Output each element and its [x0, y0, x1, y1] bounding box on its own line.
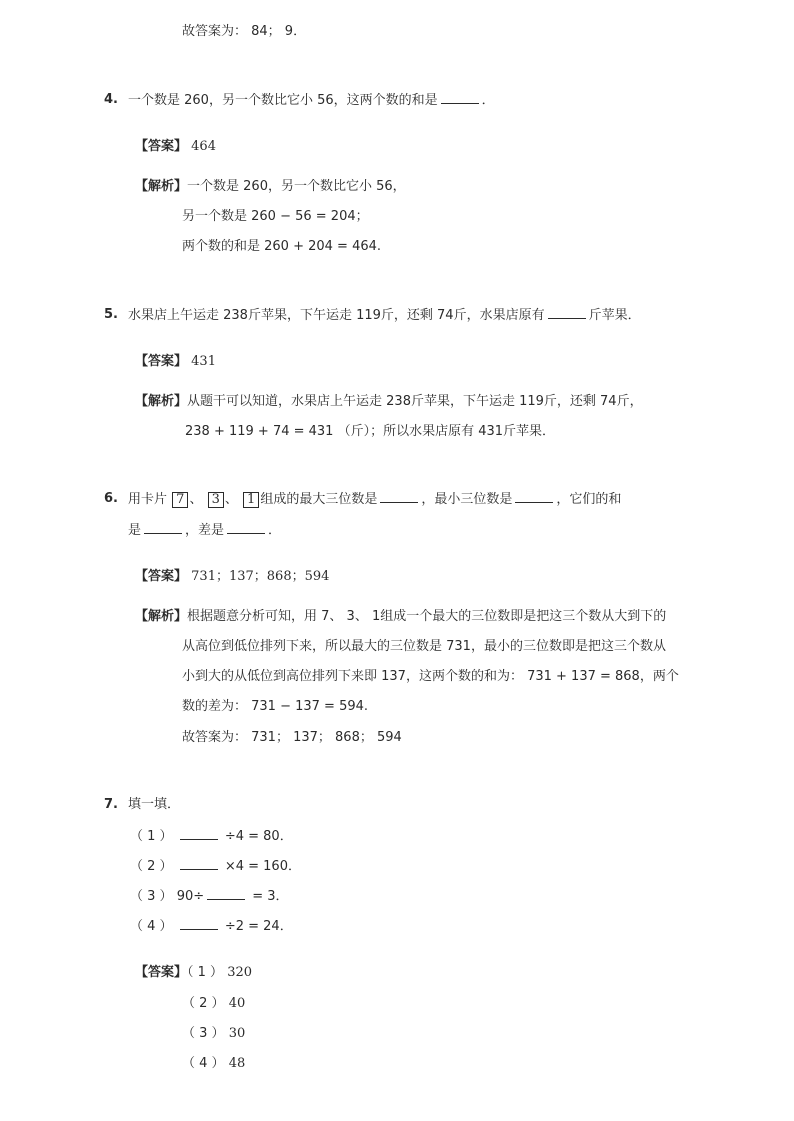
- sub-question-label: （ 4 ）: [130, 919, 173, 934]
- answer-line: [135, 964, 252, 982]
- analysis-text: 两个数的和是 260 + 204 = 464.: [182, 239, 382, 254]
- question-prefix: 用卡片: [128, 492, 168, 507]
- sub-question: [130, 917, 293, 936]
- question-text-mid: ，它们的和: [556, 492, 622, 507]
- answer-blank: [227, 521, 265, 534]
- analysis-tag: 【解析】: [135, 609, 188, 624]
- answer-blank: [515, 490, 553, 503]
- analysis-text: 一个数是 260，另一个数比它小 56，: [187, 179, 406, 194]
- analysis-tag: 【解析】: [135, 179, 188, 194]
- analysis-text: 从题干可以知道，水果店上午运走 238斤苹果，下午运走 119斤，还剩 74斤，: [187, 394, 643, 409]
- sub-question: [130, 857, 301, 876]
- answer-line: [182, 1025, 245, 1043]
- sub-question-label: （ 1 ）: [130, 829, 173, 844]
- sub-question: [130, 827, 293, 846]
- number-card: 1: [243, 492, 259, 508]
- answer-blank: [380, 490, 418, 503]
- question-number: 7.: [104, 797, 118, 812]
- question-text: ，差是: [185, 523, 225, 538]
- question-number: 5.: [104, 307, 118, 322]
- analysis-text: 从高位到低位排列下来，所以最大的三位数是 731，最小的三位数即是把这三个数从: [182, 639, 666, 654]
- previous-answer-line: 故答案为： 84； 9．: [182, 24, 307, 39]
- answer-blank: [180, 857, 218, 870]
- answer-blank: [144, 521, 182, 534]
- analysis-text: 根据题意分析可知，用 7、 3、 1组成一个最大的三位数即是把这三个数从大到下的: [187, 609, 667, 624]
- separator: 、: [189, 492, 203, 507]
- answer-label: （ 1 ）: [187, 965, 224, 980]
- answer-tag: 【答案】: [135, 354, 188, 369]
- question-text-after: 斤苹果．: [588, 308, 641, 323]
- question-text-before: 一个数是 260，另一个数比它小 56，这两个数的和是: [128, 93, 438, 108]
- question-text-mid: 组成的最大三位数是: [260, 492, 378, 507]
- question-number: 4.: [104, 92, 118, 107]
- answer-line: [135, 353, 216, 371]
- answer-blank: [207, 887, 245, 900]
- separator: 、: [224, 492, 238, 507]
- analysis-line: [135, 178, 406, 196]
- analysis-text: 另一个数是 260 − 56 = 204；: [182, 209, 369, 224]
- answer-value: 431: [191, 354, 216, 369]
- question-text: [128, 490, 621, 509]
- analysis-text: 故答案为： 731； 137； 868； 594: [182, 730, 402, 745]
- answer-blank: [548, 306, 586, 319]
- sub-question-text-after: = 3．: [252, 889, 289, 904]
- answer-blank: [180, 827, 218, 840]
- sub-question-text-before: 90÷: [176, 889, 205, 904]
- analysis-tag: 【解析】: [135, 394, 188, 409]
- answer-value: 30: [228, 1026, 246, 1041]
- question-text-line-2: [128, 521, 281, 540]
- question-text-after: ．: [481, 93, 495, 108]
- analysis-line: [135, 393, 643, 411]
- answer-value: 40: [228, 996, 246, 1011]
- analysis-text: 数的差为： 731 − 137 = 594.: [182, 699, 369, 714]
- answer-tag: 【答案】: [135, 965, 188, 980]
- answer-label: （ 4 ）: [182, 1056, 225, 1071]
- sub-question-label: （ 3 ）: [130, 889, 173, 904]
- analysis-text: 238 + 119 + 74 = 431 （斤）；所以水果店原有 431斤苹果．: [185, 424, 556, 439]
- answer-label: （ 3 ）: [182, 1026, 225, 1041]
- sub-question: [130, 887, 289, 906]
- answer-value: 464: [191, 139, 216, 154]
- answer-value: 731；137；868；594: [191, 569, 330, 584]
- answer-line: [182, 995, 245, 1013]
- answer-line: [135, 138, 216, 156]
- question-text: 是: [128, 523, 142, 538]
- question-text: [128, 91, 495, 110]
- number-card: 7: [172, 492, 188, 508]
- answer-value: 320: [227, 965, 253, 980]
- answer-value: 48: [228, 1056, 246, 1071]
- answer-tag: 【答案】: [135, 139, 188, 154]
- question-text-before: 水果店上午运走 238斤苹果，下午运走 119斤，还剩 74斤，水果店原有: [128, 308, 545, 323]
- answer-line: [135, 568, 329, 586]
- sub-question-label: （ 2 ）: [130, 859, 173, 874]
- number-card: 3: [208, 492, 224, 508]
- sub-question-text-after: ÷2 = 24．: [224, 919, 293, 934]
- question-text: [128, 306, 641, 325]
- question-title: 填一填．: [128, 797, 181, 812]
- answer-blank: [180, 917, 218, 930]
- answer-label: （ 2 ）: [182, 996, 225, 1011]
- question-number: 6.: [104, 491, 118, 506]
- sub-question-text-after: ×4 = 160．: [224, 859, 301, 874]
- analysis-text: 小到大的从低位到高位排列下来即 137，这两个数的和为： 731 + 137 = 868，两个: [182, 669, 679, 684]
- answer-tag: 【答案】: [135, 569, 188, 584]
- sub-question-text-after: ÷4 = 80．: [224, 829, 293, 844]
- analysis-line: [135, 608, 666, 626]
- question-text-mid: ，最小三位数是: [421, 492, 513, 507]
- question-text: ．: [268, 523, 282, 538]
- answer-blank: [441, 91, 479, 104]
- answer-line: [182, 1055, 245, 1073]
